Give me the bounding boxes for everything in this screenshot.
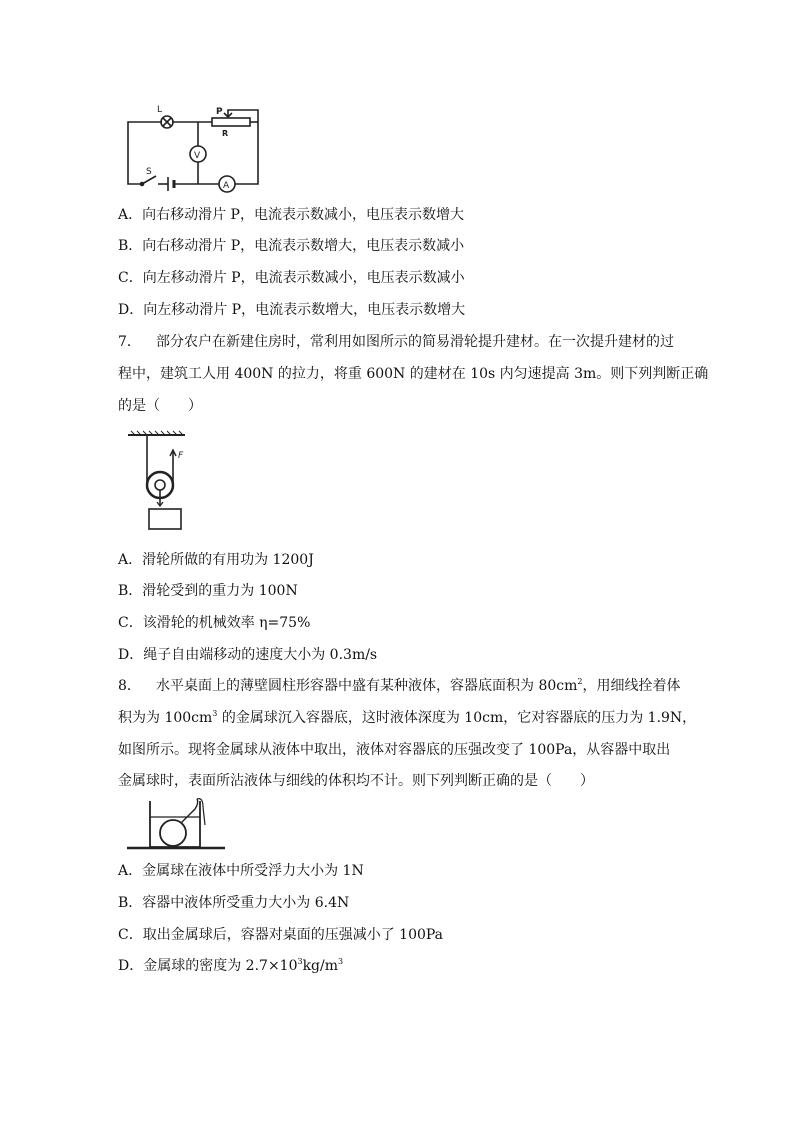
container-diagram — [125, 795, 230, 855]
q7-option-c: C．该滑轮的机械效率 η=75% — [118, 615, 311, 631]
q7-option-a: A．滑轮所做的有用功为 1200J — [118, 552, 314, 568]
q7-stem-line1: 7． 部分农户在新建住房时，常利用如图所示的简易滑轮提升建材。在一次提升建材的过 — [118, 334, 674, 350]
q6-option-d: D．向左移动滑片 P，电流表示数增大，电压表示数增大 — [118, 302, 466, 318]
circuit-diagram — [120, 100, 270, 195]
q8-stem-line4: 金属球时，表面所沾液体与细线的体积均不计。则下列判断正确的是（ ） — [118, 773, 594, 789]
ammeter-label: A — [223, 181, 230, 191]
q8-option-d: D．金属球的密度为 $2.7\times 10^3kg/m^3$ — [118, 957, 344, 974]
q6-option-a: A．向右移动滑片 P，电流表示数减小，电压表示数增大 — [118, 207, 464, 223]
q7-stem-line3: 的是（ ） — [118, 398, 202, 414]
lamp-label: L — [157, 105, 163, 115]
q8-stem-line2: 积为为 $100cm^3$ 的金属球沉入容器底，这时液体深度为 10cm，它对容器底的压力为 1.9N， — [118, 709, 697, 726]
q7-option-b: B．滑轮受到的重力为 100N — [118, 583, 298, 599]
pulley-diagram — [125, 430, 200, 535]
q8-option-a: A．金属球在液体中所受浮力大小为 1N — [118, 863, 364, 879]
switch-label: S — [146, 167, 152, 177]
q7-number: 7． — [118, 334, 141, 350]
q7-option-d: D．绳子自由端移动的速度大小为 0.3m/s — [118, 647, 378, 663]
slider-label: P — [216, 107, 223, 117]
q8-stem-line3: 如图所示。现将金属球从液体中取出，液体对容器底的压强改变了 100Pa，从容器中取出 — [118, 742, 671, 758]
q8-option-b: B．容器中液体所受重力大小为 6.4N — [118, 895, 350, 911]
q6-option-b: B．向右移动滑片 P，电流表示数增大，电压表示数减小 — [118, 238, 465, 254]
q6-option-c: C．向左移动滑片 P，电流表示数减小，电压表示数减小 — [118, 270, 465, 286]
q8-stem-line1: 8． 水平桌面上的薄壁圆柱形容器中盛有某种液体，容器底面积为 $80cm^2$，用细线拴着体 — [118, 677, 681, 694]
q8-number: 8． — [118, 678, 141, 694]
q8-option-c: C．取出金属球后，容器对桌面的压强减小了 100Pa — [118, 927, 444, 943]
q7-stem-line2: 程中，建筑工人用 400N 的拉力，将重 600N 的建材在 10s 内匀速提高 3m。则下列判断正确 — [118, 366, 709, 382]
resistor-label: R — [222, 129, 229, 138]
force-label: F — [178, 451, 184, 461]
voltmeter-label: V — [194, 151, 201, 161]
